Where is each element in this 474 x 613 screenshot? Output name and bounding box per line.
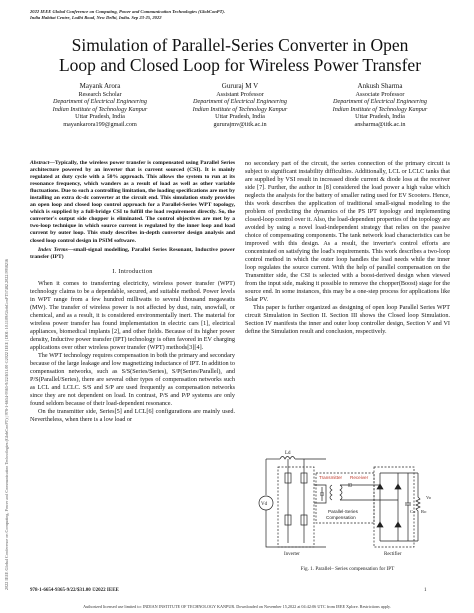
inverter-legs [288,459,304,543]
author-name: Gururaj M V [221,82,259,90]
load-resistor-icon [416,473,420,541]
side-stamp-text: 2022 IEEE Global Conference on Computing, Power and Communication Technologies (GlobConPT) | 978-1-6654-9365-9/22/$31.00 ©2022 IEEE | DOI: 10.1109/GlobConPT57482.2022.9938216 [4,258,9,590]
author-place: Uttar Pradesh, India [355,113,405,121]
author-role: Assistant Professor [216,90,264,98]
right-paragraph-1: no secondary part of the circuit, the series connection of the primary circuit is subject to significant instability difficulties. Additionally, LCL or LCLC tanks that are supplied by VSI result in increased diode current & diode loss at the receiver side [7]. Further, the author in [8] considered the load power a high value which neglects the analysis for the battery of smaller rating used for EV Scooters. Hence, this work describes the application of traditional small-signal modeling to the problem of predicting the dynamics of the PS IPT topology and implementing closed-loop control over it. Also, the load-dependent properties of the topology are avoided by using a novel load-independent strategy that relies on the passive choice of compensating components. The tank network load characteristics can be improved with this design. As a result, the inverter's control efforts are concentrated on satisfying the load's requirements. This work describes a two-loop control method in which the outer loop handles the load needs while the inner loop regulates the source current. With the help of parallel compensation on the Transmitter side, the CSI is selected with a boost-derived design when viewed from the input side, making it possible to remove the chopper(Boost) stage for the source end. In some instances, this may be a one-step process for applications like Solar PV. [245,160,450,303]
output-capacitor-icon [405,473,411,541]
abstract [30,160,235,245]
circuit-diagram [258,443,438,563]
authorized-use-notice: Authorized licensed use limited to: INDIAN INSTITUTE OF TECHNOLOGY KANPUR. Downloaded on November 15,2022 at 04:42:06 UTC from IEEE Xplore. Restrictions apply. [83,604,391,609]
intro-paragraph-2: The WPT technology requires compensation in both the primary and secondary because of the large leakage and low magnetizing inductance of IPT. In addition to compensation networks, such as S/S(Series/Series), S/P(Series/Parallel), and P/S(Parallel/Series), there are several other types of compensation networks such as LCL and LCLC. S/S and S/P are used frequently as compensation networks since they are not dependent on load. In contrast, P/S and P/P systems are only found seldom because of their load-dependent resonance. [30,351,235,407]
primary-coil-icon [330,485,332,500]
label-rectifier: Rectifier [384,552,402,557]
author-inst: Indian Institute of Technology Kanpur [52,105,148,113]
title-line-1: Simulation of Parallel-Series Converter in Open [71,35,409,55]
conference-line-1: 2022 IEEE Global Conference on Computing, Power and Communication Technologies (GlobConPT). [30,9,226,14]
label-ld: Ld [285,451,291,456]
author-dept: Department of Electrical Engineering [333,98,427,106]
author-role: Research Scholar [78,90,122,98]
author-block [30,83,450,153]
circuit-figure [258,443,438,563]
abstract-lead: Abstract [30,160,50,166]
author-dept: Department of Electrical Engineering [53,98,147,106]
wire-into-rectifier [374,485,398,500]
parallel-capacitor-icon [320,487,324,501]
label-compensation: Compensation [326,515,356,520]
label-parallel-series: Parallel-Series [328,509,358,514]
author-2 [175,83,305,129]
intro-paragraph-1: When it comes to transferring electricity, wireless power transfer (WPT) technology claims to be a dependable, secured, and suitable method. Power levels in WPT range from a few hundred milliwatts to several thousand megawatts (MW). The transfer of wireless power is not affected by dust, rain, snowfall, or chemical, and as a result, it is considered environmentally inert. The material for wireless power transfer has found implementation in electric cars [1], electrical appliances, biomedical implants [2], and other fields. Because of its higher power density, Inductive power transfer (IPT) technology is often favored in EV charging applications over other wireless power transfer (WPT) methods[3][4]. [30,279,235,351]
author-1 [35,83,165,129]
right-column [245,160,450,336]
diode-icon [395,484,401,489]
series-capacitor-icon [340,483,374,487]
index-terms-lead: Index Terms [38,246,68,253]
conference-line-2: India Habitat Centre, Lodhi Road, New Delhi, India. Sep 23-25, 2022 [30,15,162,20]
label-ro: Ro [421,509,427,514]
index-terms-text: —small-signal modelling, Parallel Series Resonant, Inductive power transfer (IPT) [30,246,235,260]
index-terms [30,247,235,261]
intro-paragraph-3: On the transmitter side, Series[5] and LCL[6] configurations are mainly used. Nevertheless, when there is a low load or [30,407,235,423]
secondary-coil-icon [340,485,342,500]
author-email: mayankarora199@gmail.com [63,120,137,128]
author-email: ansharma@iitk.ac.in [354,120,406,128]
diode-icon [395,522,401,527]
author-email: gururajmv@iitk.ac.in [213,120,267,128]
author-role: Associate Professor [355,90,405,98]
label-vo: Vo [426,495,432,500]
inverter-box [278,467,314,547]
left-column [30,160,235,424]
inductor-ld-icon [280,457,295,460]
section-heading: I. Introduction [112,267,153,275]
author-dept: Department of Electrical Engineering [193,98,287,106]
label-vd: Vd [261,502,268,507]
paper-title [30,35,450,75]
rectifier-wires [380,473,418,541]
author-name: Mayank Arora [79,82,121,90]
title-line-2: Loop and Closed Loop for Wireless Power Transfer [58,55,422,75]
author-3 [315,83,445,129]
author-place: Uttar Pradesh, India [215,113,265,121]
abstract-text: —Typically, the wireless power transfer is compensated using Parallel Series architecture powered by an inverter that is current sourced (CSI). It is mainly regulated at duty cycle with a 50% approach. This allows the system to run at its resonance frequency, which wanders as a result of load as well as other variable fluctuations. Due to such a controlling limitation, the loading specifications are met by installing an extra dc-dc converter at the circuit end. This simulation study provides an open loop and closed loop control approach for a Parallel-Series WPT topology, which is supplied by a full-bridge CSI to fulfill the load requirement directly. So, the converter's output side chopper is eliminated. The control objectives are met by a two-loop technique in which source current is regulated by the inner loop and load current by outer loop. This study describes in-depth converter design analysis and closed loop control design in PSIM software. [30,160,235,244]
right-paragraph-2: This paper is further organized as designing of open loop Parallel Series WPT circuit Simulation in Section II. Section III shows the Closed loop Simulation. Section IV manifests the inner and outer loop controller design, Section V and VI define the Simulation result and conclusion, respectively. [245,304,450,335]
label-inverter: Inverter [284,552,300,557]
author-place: Uttar Pradesh, India [75,113,125,121]
page-number: 1 [424,588,427,593]
author-inst: Indian Institute of Technology Kanpur [332,105,428,113]
conference-header [30,9,450,21]
diode-icon [377,522,383,527]
footer-isbn: 978-1-6654-9365-9/22/$31.00 ©2022 IEEE [30,588,119,593]
label-co: Co [410,509,416,514]
side-stamp [3,30,11,590]
author-inst: Indian Institute of Technology Kanpur [192,105,288,113]
label-transmitter: Transmitter [319,475,343,480]
label-receiver: Receiver [350,475,369,480]
figure-caption: Fig. 1. Parallel– Series compensation for IPT [300,566,395,572]
wire-bottom [266,510,326,547]
author-name: Ankush Sharma [357,82,403,90]
